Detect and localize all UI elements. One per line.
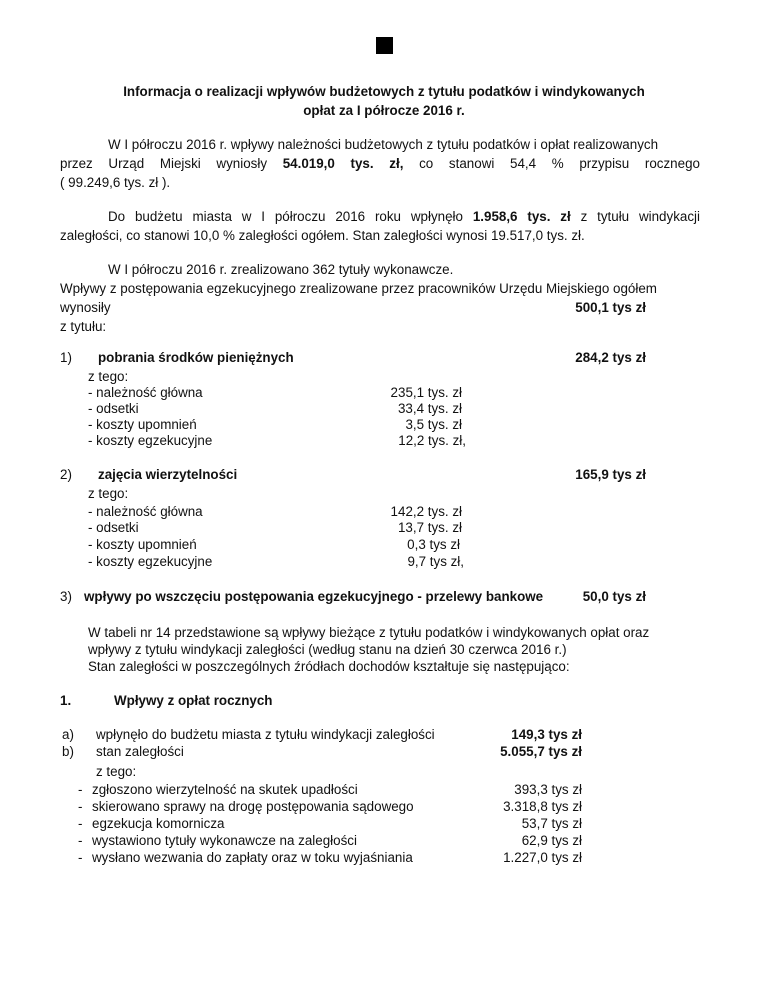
sec2-item-value: 13,7 tys. zł: [397, 520, 462, 535]
sec2-item-label: - koszty upomnień: [88, 537, 197, 552]
p1-line3: ( 99.249,6 tys. zł ).: [60, 175, 171, 190]
part1-item-text: wysłano wezwania do zapłaty oraz w toku wyjaśniania: [92, 850, 413, 865]
sec2-item-label: - należność główna: [88, 504, 203, 519]
sec2-heading: zajęcia wierzytelności: [98, 467, 238, 482]
sec2-item-value: 0,3 tys zł: [407, 537, 460, 552]
p1-line1: W I półroczu 2016 r. wpływy należności budżetowych z tytułu podatków i opłat realizowanych: [108, 137, 659, 152]
sec1-total: 284,2 tys zł: [575, 350, 646, 365]
part1-a-text: wpłynęło do budżetu miasta z tytułu windykacji zaległości: [96, 727, 435, 742]
part1-item-value: 393,3 tys zł: [514, 782, 582, 797]
sec1-item-value: 33,4 tys. zł: [397, 401, 462, 416]
sec3-heading: wpływy po wszczęciu postępowania egzekucyjnego - przelewy bankowe: [84, 589, 544, 604]
p4-line1: W tabeli nr 14 przedstawione są wpływy bieżące z tytułu podatków i windykowanych opłat oraz: [88, 625, 650, 640]
part1-item-value: 1.227,0 tys zł: [503, 850, 582, 865]
sec1-heading: pobrania środków pieniężnych: [98, 350, 294, 365]
document-title-line2: opłat za I półrocze 2016 r.: [303, 103, 465, 118]
sec1-item-value: 12,2 tys. zł,: [398, 433, 466, 448]
sec2-num: 2): [60, 467, 72, 482]
part1-item-value: 3.318,8 tys zł: [503, 799, 582, 814]
sec1-item-label: - koszty upomnień: [88, 417, 197, 432]
sec3-num: 3): [60, 589, 72, 604]
document-title-line1: Informacja o realizacji wpływów budżetowych z tytułu podatków i windykowanych: [123, 84, 645, 99]
sec2-item-value: 9,7 tys zł,: [407, 554, 464, 569]
part1-item-dash: -: [78, 816, 83, 831]
p3-line1: W I półroczu 2016 r. zrealizowano 362 tytuły wykonawcze.: [108, 262, 454, 277]
sec2-item-label: - odsetki: [88, 520, 139, 535]
p1-line2: przez Urząd Miejski wyniosły 54.019,0 tys. zł, co stanowi 54,4 % przypisu rocznego: [60, 156, 700, 171]
part1-sub: z tego:: [96, 764, 137, 779]
part1-num: 1.: [60, 693, 72, 708]
p3-line3: wynosiły: [60, 300, 111, 315]
part1-a-label: a): [62, 727, 74, 742]
part1-a-value: 149,3 tys zł: [511, 727, 582, 742]
p4-line3: Stan zaległości w poszczególnych źródłach dochodów kształtuje się następująco:: [88, 659, 570, 674]
total-egzekucja: 500,1 tys zł: [575, 300, 646, 315]
sec1-item-label: - należność główna: [88, 385, 203, 400]
sec2-item-label: - koszty egzekucyjne: [88, 554, 213, 569]
sec2-total: 165,9 tys zł: [575, 467, 646, 482]
sec1-item-value: 235,1 tys. zł: [390, 385, 462, 400]
part1-item-dash: -: [78, 833, 83, 848]
p2-line1: Do budżetu miasta w I półroczu 2016 roku wpłynęło 1.958,6 tys. zł z tytułu windykacji: [108, 209, 700, 224]
sec2-item-value: 142,2 tys. zł: [390, 504, 462, 519]
part1-item-dash: -: [78, 799, 83, 814]
part1-b-label: b): [62, 744, 74, 759]
sec1-item-label: - koszty egzekucyjne: [88, 433, 213, 448]
sec1-num: 1): [60, 350, 72, 365]
part1-heading: Wpływy z opłat rocznych: [114, 693, 273, 708]
part1-item-text: skierowano sprawy na drogę postępowania sądowego: [92, 799, 414, 814]
sec1-item-label: - odsetki: [88, 401, 139, 416]
p3-line2: Wpływy z postępowania egzekucyjnego zrealizowane przez pracowników Urzędu Miejskiego ogółem: [60, 281, 657, 296]
part1-item-value: 53,7 tys zł: [521, 816, 582, 831]
part1-item-dash: -: [78, 782, 83, 797]
part1-item-dash: -: [78, 850, 83, 865]
part1-b-text: stan zaległości: [96, 744, 184, 759]
sec1-item-value: 3,5 tys. zł: [405, 417, 462, 432]
p3-line4: z tytułu:: [60, 319, 107, 334]
sec2-sub: z tego:: [88, 486, 129, 501]
part1-item-value: 62,9 tys zł: [521, 833, 582, 848]
part1-item-text: zgłoszono wierzytelność na skutek upadłości: [92, 782, 358, 797]
part1-b-value: 5.055,7 tys zł: [500, 744, 582, 759]
p2-line2: zaległości, co stanowi 10,0 % zaległości ogółem. Stan zaległości wynosi 19.517,0 tys. zł.: [60, 228, 585, 243]
logo-mark: [376, 37, 393, 54]
sec3-total: 50,0 tys zł: [582, 589, 646, 604]
p4-line2: wpływy z tytułu windykacji zaległości (według stanu na dzień 30 czerwca 2016 r.): [88, 642, 567, 657]
part1-item-text: wystawiono tytuły wykonawcze na zaległości: [92, 833, 357, 848]
sec1-sub: z tego:: [88, 369, 129, 384]
part1-item-text: egzekucja komornicza: [92, 816, 225, 831]
